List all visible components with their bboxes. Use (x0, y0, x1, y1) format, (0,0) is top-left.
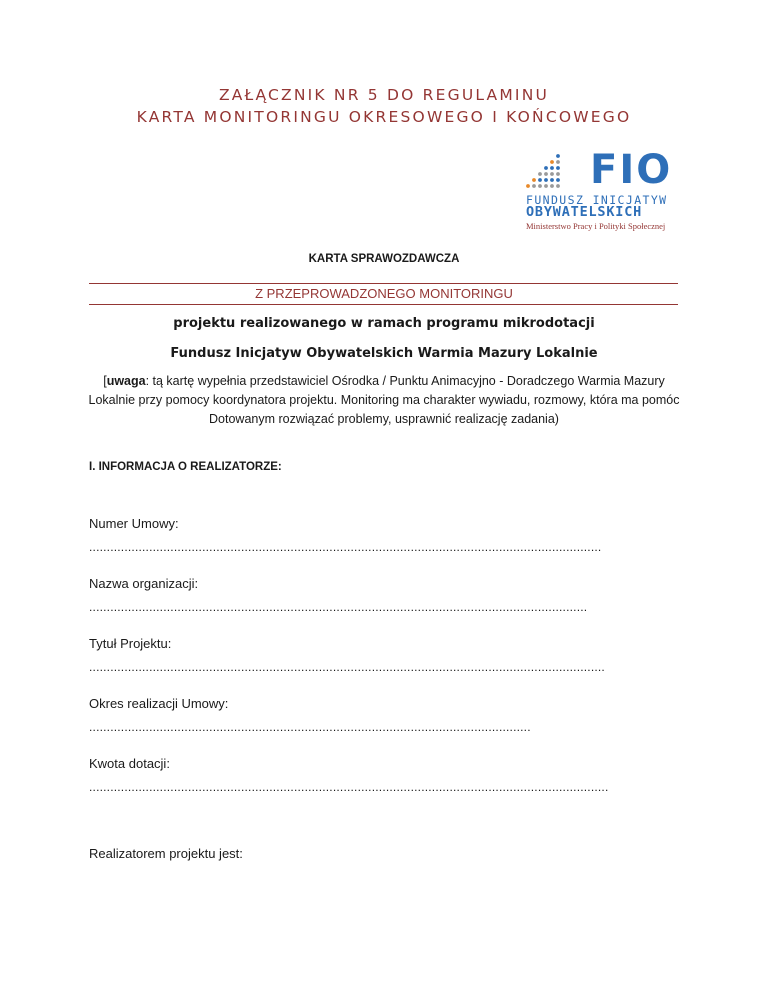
implementer-label: Realizatorem projektu jest: (89, 846, 243, 861)
logo-dot (556, 160, 560, 164)
logo-dot (544, 172, 548, 176)
contract-period-label: Okres realizacji Umowy: (89, 696, 229, 711)
organization-name-field[interactable]: ............................................................................................................................................. (89, 600, 588, 614)
project-title-label: Tytuł Projektu: (89, 636, 172, 651)
logo-dot (538, 178, 542, 182)
note-bold-word: uwaga (106, 374, 146, 388)
logo-dot (550, 172, 554, 176)
contract-number-label: Numer Umowy: (89, 516, 179, 531)
logo-dot (538, 184, 542, 188)
program-line: projektu realizowanego w ramach programu mikrodotacji (173, 316, 595, 331)
project-title-field[interactable]: .................................................................................................................................................. (89, 660, 605, 674)
grant-amount-label: Kwota dotacji: (89, 756, 170, 771)
document-subtitle: Z PRZEPROWADZONEGO MONITORINGU (255, 286, 513, 301)
section-title: I. INFORMACJA O REALIZATORZE: (89, 461, 282, 473)
logo-dot (526, 184, 530, 188)
logo-dot (544, 178, 548, 182)
logo-dot (556, 184, 560, 188)
logo-ministry: Ministerstwo Pracy i Polityki Społecznej (526, 221, 666, 231)
fund-line: Fundusz Inicjatyw Obywatelskich Warmia Mazury Lokalnie (170, 346, 598, 361)
divider-top (89, 283, 678, 284)
logo-dot (544, 166, 548, 170)
grant-amount-field[interactable]: ................................................................................................................................................... (89, 780, 609, 794)
fio-logo (520, 147, 680, 232)
organization-name-label: Nazwa organizacji: (89, 576, 199, 591)
logo-dot (556, 178, 560, 182)
logo-dot (538, 172, 542, 176)
logo-dot (550, 160, 554, 164)
logo-dot (550, 178, 554, 182)
contract-period-field[interactable]: ............................................................................................................................. (89, 720, 531, 734)
logo-dot (532, 184, 536, 188)
logo-text-line2: OBYWATELSKICH (526, 204, 643, 220)
logo-dot (532, 178, 536, 182)
logo-dot (556, 166, 560, 170)
attachment-heading: ZAŁĄCZNIK NR 5 DO REGULAMINU (218, 86, 550, 104)
document-title: KARTA SPRAWOZDAWCZA (308, 253, 460, 265)
card-heading: KARTA MONITORINGU OKRESOWEGO I KOŃCOWEGO (136, 108, 632, 126)
divider-bottom (89, 304, 678, 305)
logo-dot (544, 184, 548, 188)
logo-dot (556, 154, 560, 158)
logo-dot (550, 184, 554, 188)
logo-dot (550, 166, 554, 170)
logo-mark: FIO (590, 147, 673, 193)
logo-text-line1: FUNDUSZ INICJATYW (526, 193, 668, 207)
contract-number-field[interactable]: ................................................................................................................................................. (89, 540, 602, 554)
note-paragraph: [uwaga: tą kartę wypełnia przedstawiciel Ośrodka / Punktu Animacyjno - Doradczego Warmia Mazury Lokalnie przy pomocy koordynatora projektu. Monitoring ma charakter wywiadu, rozmowy, która ma pomóc Dotowanym rozwiązać problemy, usprawnić realizację zadania) (88, 374, 680, 426)
logo-dot (556, 172, 560, 176)
dots-icon (520, 150, 590, 192)
